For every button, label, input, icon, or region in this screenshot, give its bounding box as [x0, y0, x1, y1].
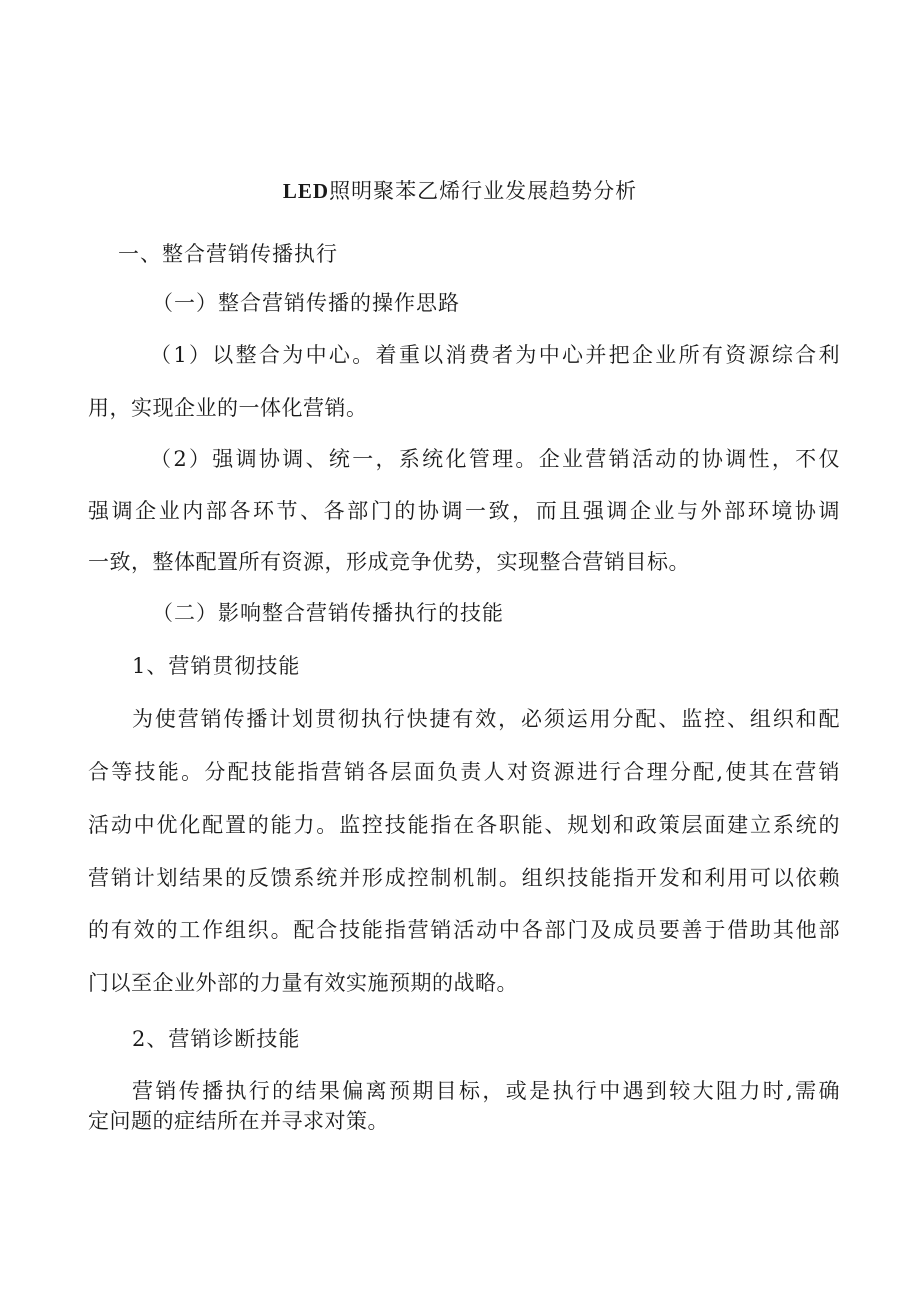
title-text: 照明聚苯乙烯行业发展趋势分析 [329, 179, 638, 203]
paragraph-2-line-3: 一致，整体配置所有资源，形成竞争优势，实现整合营销目标。 [88, 550, 690, 574]
paragraph-3-line-4: 营销计划结果的反馈系统并形成控制机制。组织技能指开发和利用可以依赖 [88, 866, 840, 890]
paragraph-1-line-2: 用，实现企业的一体化营销。 [88, 396, 368, 420]
subsection-heading-2: （二）影响整合营销传播执行的技能 [152, 601, 504, 625]
section-heading: 一、整合营销传播执行 [118, 242, 338, 266]
paragraph-3-line-3: 活动中优化配置的能力。监控技能指在各职能、规划和政策层面建立系统的 [88, 813, 840, 837]
paragraph-3-line-6: 门以至企业外部的力量有效实施预期的战略。 [88, 971, 518, 995]
paragraph-3-line-2: 合等技能。分配技能指营销各层面负责人对资源进行合理分配,使其在营销 [88, 760, 840, 784]
paragraph-1-line-1: （1）以整合为中心。着重以消费者为中心并把企业所有资源综合利 [150, 343, 840, 367]
paragraph-3-line-1: 为使营销传播计划贯彻执行快捷有效，必须运用分配、监控、组织和配 [132, 707, 840, 731]
item-heading-2: 2、营销诊断技能 [132, 1027, 301, 1051]
title-latin: LED [282, 179, 330, 203]
subsection-heading-1: （一）整合营销传播的操作思路 [152, 291, 460, 315]
paragraph-4-line-2: 定问题的症结所在并寻求对策。 [88, 1109, 389, 1133]
paragraph-2-line-2: 强调企业内部各环节、各部门的协调一致，而且强调企业与外部环境协调 [88, 499, 840, 523]
paragraph-3-line-5: 的有效的工作组织。配合技能指营销活动中各部门及成员要善于借助其他部 [88, 918, 840, 942]
paragraph-2-line-1: （2）强调协调、统一，系统化管理。企业营销活动的协调性，不仅 [150, 447, 840, 471]
item-heading-1: 1、营销贯彻技能 [132, 654, 301, 678]
paragraph-4-line-1: 营销传播执行的结果偏离预期目标，或是执行中遇到较大阻力时,需确 [132, 1079, 840, 1103]
document-title [0, 176, 920, 206]
